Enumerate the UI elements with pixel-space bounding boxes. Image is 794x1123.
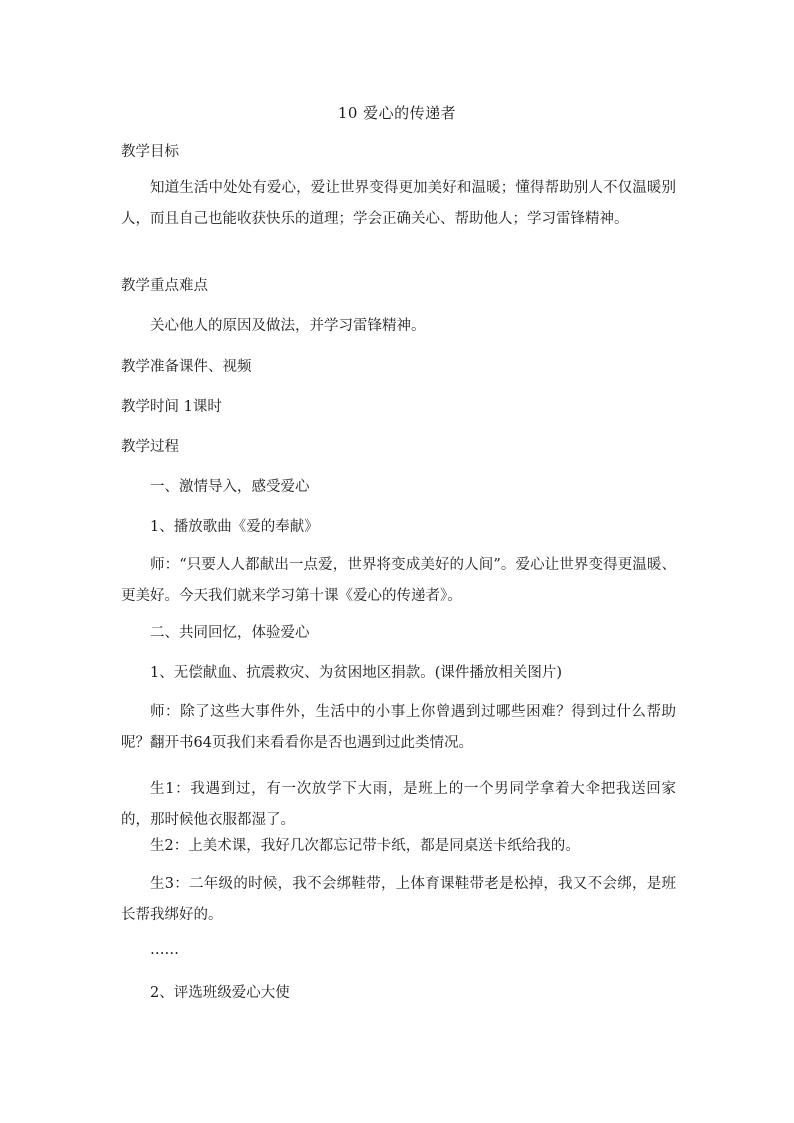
ellipsis: …… xyxy=(150,942,179,958)
section-2-item-1: 1、无偿献血、抗震救灾、为贫困地区捐款。(课件播放相关图片) xyxy=(150,665,563,681)
preparation-line: 教学准备课件、视频 xyxy=(121,359,252,375)
time-line: 教学时间 1课时 xyxy=(121,399,222,415)
key-points-text: 关心他人的原因及做法，并学习雷锋精神。 xyxy=(150,318,426,334)
student-2-answer: 生2：上美术课，我好几次都忘记带卡纸，都是同桌送卡纸给我的。 xyxy=(150,838,580,854)
lesson-title: 10 爱心的传递者 xyxy=(337,104,457,122)
section-2-item-2: 2、评选班级爱心大使 xyxy=(150,985,290,1001)
section-1-teacher-text: 师：“只要人人都献出一点爱，世界将变成美好的人间”。爱心让世界变得更温暖、更美好。今天我们就来学习第十课《爱心的传递者》。 xyxy=(121,557,676,604)
process-heading: 教学过程 xyxy=(121,439,179,455)
objective-text: 知道生活中处处有爱心，爱让世界变得更加美好和温暖；懂得帮助别人不仅温暖别人，而且自己也能收获快乐的道理；学会正确关心、帮助他人；学习雷锋精神。 xyxy=(121,180,676,227)
student-3-answer: 生3：二年级的时候，我不会绑鞋带，上体育课鞋带老是松掉，我又不会绑，是班长帮我绑好的。 xyxy=(121,876,676,923)
section-2-title: 二、共同回忆，体验爱心 xyxy=(150,625,310,641)
section-1-title: 一、激情导入，感受爱心 xyxy=(150,479,310,495)
student-1-answer: 生1：我遇到过，有一次放学下大雨，是班上的一个男同学拿着大伞把我送回家的，那时候他衣服都湿了。 xyxy=(121,781,676,828)
objective-heading: 教学目标 xyxy=(121,144,179,160)
key-points-heading: 教学重点难点 xyxy=(121,278,208,294)
section-1-item-1: 1、播放歌曲《爱的奉献》 xyxy=(150,519,319,535)
section-2-teacher-text: 师：除了这些大事件外，生活中的小事上你曾遇到过哪些困难？得到过什么帮助呢？翻开书64页我们来看看你是否也遇到过此类情况。 xyxy=(121,704,676,751)
